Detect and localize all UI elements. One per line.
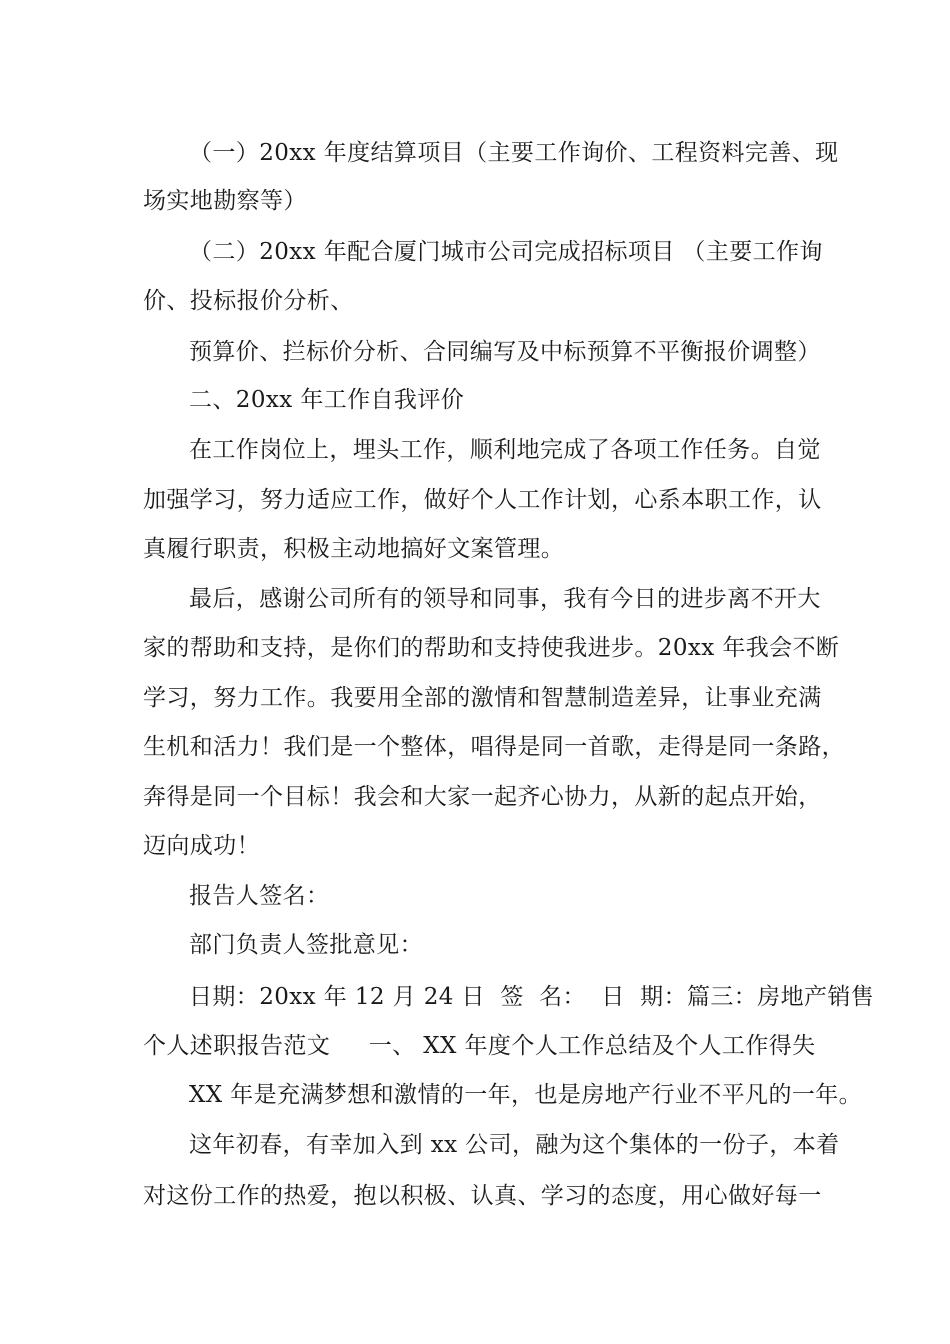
paragraph-line: 个人述职报告范文 一、 XX 年度个人工作总结及个人工作得失 xyxy=(143,1033,816,1059)
paragraph-line: （一）20xx 年度结算项目（主要工作询价、工程资料完善、现 xyxy=(189,140,839,166)
section-heading: 二、20xx 年工作自我评价 xyxy=(189,387,465,413)
paragraph-line: （二）20xx 年配合厦门城市公司完成招标项目 （主要工作询 xyxy=(189,239,823,265)
date-line: 日期：20xx 年 12 月 24 日 签 名： 日 期：篇三：房地产销售 xyxy=(189,984,875,1010)
signature-label: 报告人签名： xyxy=(189,883,330,909)
paragraph-line: 真履行职责，积极主动地搞好文案管理。 xyxy=(143,536,565,562)
paragraph-line: 加强学习，努力适应工作，做好个人工作计划，心系本职工作，认 xyxy=(143,487,822,513)
paragraph-line: 学习，努力工作。我要用全部的激情和智慧制造差异，让事业充满 xyxy=(143,685,822,711)
paragraph-line: 场实地勘察等） xyxy=(143,188,307,214)
paragraph-line: 预算价、拦标价分析、合同编写及中标预算不平衡报价调整） xyxy=(189,339,821,365)
paragraph-line: 迈向成功！ xyxy=(143,833,260,859)
paragraph-line: 对这份工作的热爱，抱以积极、认真、学习的态度，用心做好每一 xyxy=(143,1183,822,1209)
paragraph-line: 价、投标报价分析、 xyxy=(143,288,354,314)
paragraph-line: 奔得是同一个目标！我会和大家一起齐心协力，从新的起点开始， xyxy=(143,784,822,810)
paragraph-line: 生机和活力！我们是一个整体，唱得是同一首歌，走得是同一条路， xyxy=(143,734,845,760)
approval-label: 部门负责人签批意见： xyxy=(189,932,423,958)
paragraph-line: 在工作岗位上，埋头工作，顺利地完成了各项工作任务。自觉 xyxy=(189,437,821,463)
paragraph-line: 家的帮助和支持，是你们的帮助和支持使我进步。20xx 年我会不断 xyxy=(143,635,840,661)
paragraph-line: XX 年是充满梦想和激情的一年，也是房地产行业不平凡的一年。 xyxy=(189,1082,863,1108)
paragraph-line: 这年初春，有幸加入到 xx 公司，融为这个集体的一份子，本着 xyxy=(189,1132,840,1158)
paragraph-line: 最后，感谢公司所有的领导和同事，我有今日的进步离不开大 xyxy=(189,586,821,612)
